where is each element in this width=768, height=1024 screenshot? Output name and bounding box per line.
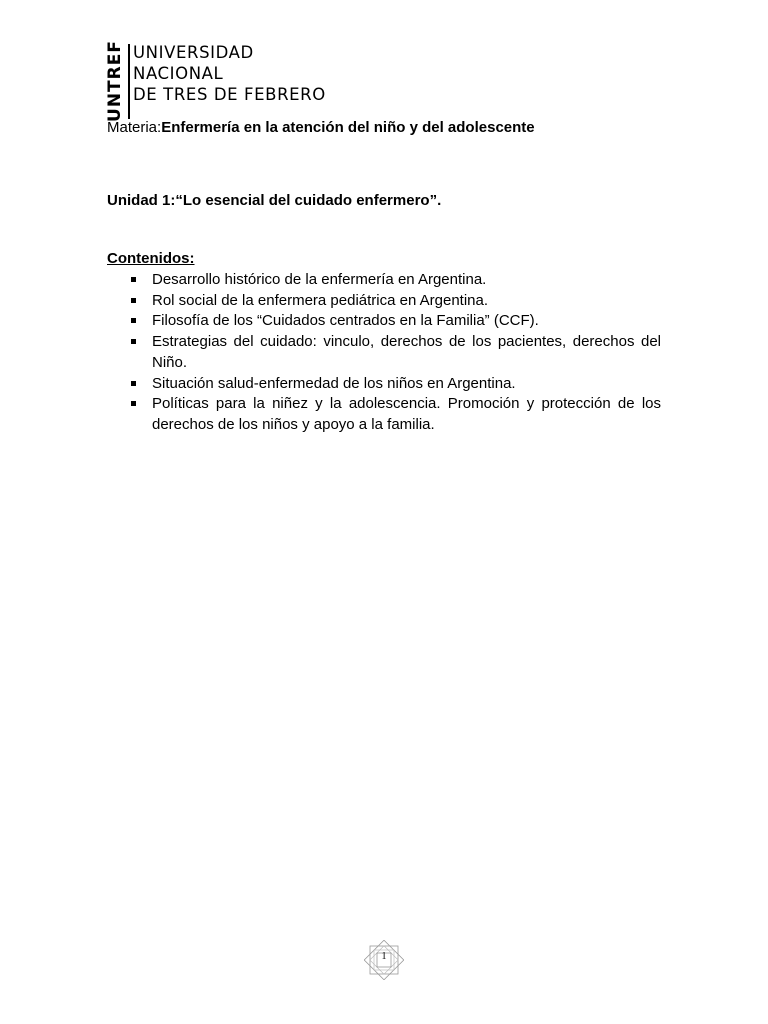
subject-value: Enfermería en la atención del niño y del adolescente [161, 119, 535, 136]
list-item: Filosofía de los “Cuidados centrados en la Familia” (CCF). [152, 311, 661, 332]
list-item: Estrategias del cuidado: vinculo, derechos de los pacientes, derechos del Niño. [152, 332, 661, 373]
list-item: Rol social de la enfermera pediátrica en Argentina. [152, 291, 661, 312]
list-item: Desarrollo histórico de la enfermería en Argentina. [152, 270, 661, 291]
logo-line-2: NACIONAL [133, 64, 224, 83]
page-number-text: 1 [381, 951, 387, 962]
list-item: Políticas para la niñez y la adolescencia. Promoción y protección de los derechos de los niños y apoyo a la familia. [152, 394, 661, 435]
logo-vertical-text: UNTREF [105, 40, 125, 122]
subject-label: Materia: [107, 119, 162, 136]
list-item: Situación salud-enfermedad de los niños en Argentina. [152, 374, 661, 395]
page-number [364, 940, 404, 980]
logo-university-name [133, 42, 326, 105]
contents-heading: Contenidos: [107, 250, 195, 267]
contents-list [152, 270, 661, 436]
untref-logo [105, 40, 326, 122]
logo-line-3: DE TRES DE FEBRERO [133, 85, 326, 104]
unit-title: Unidad 1:“Lo esencial del cuidado enfermero”. [107, 192, 442, 209]
logo-divider [128, 44, 130, 119]
subject-line [107, 119, 535, 136]
logo-line-1: UNIVERSIDAD [133, 43, 254, 62]
